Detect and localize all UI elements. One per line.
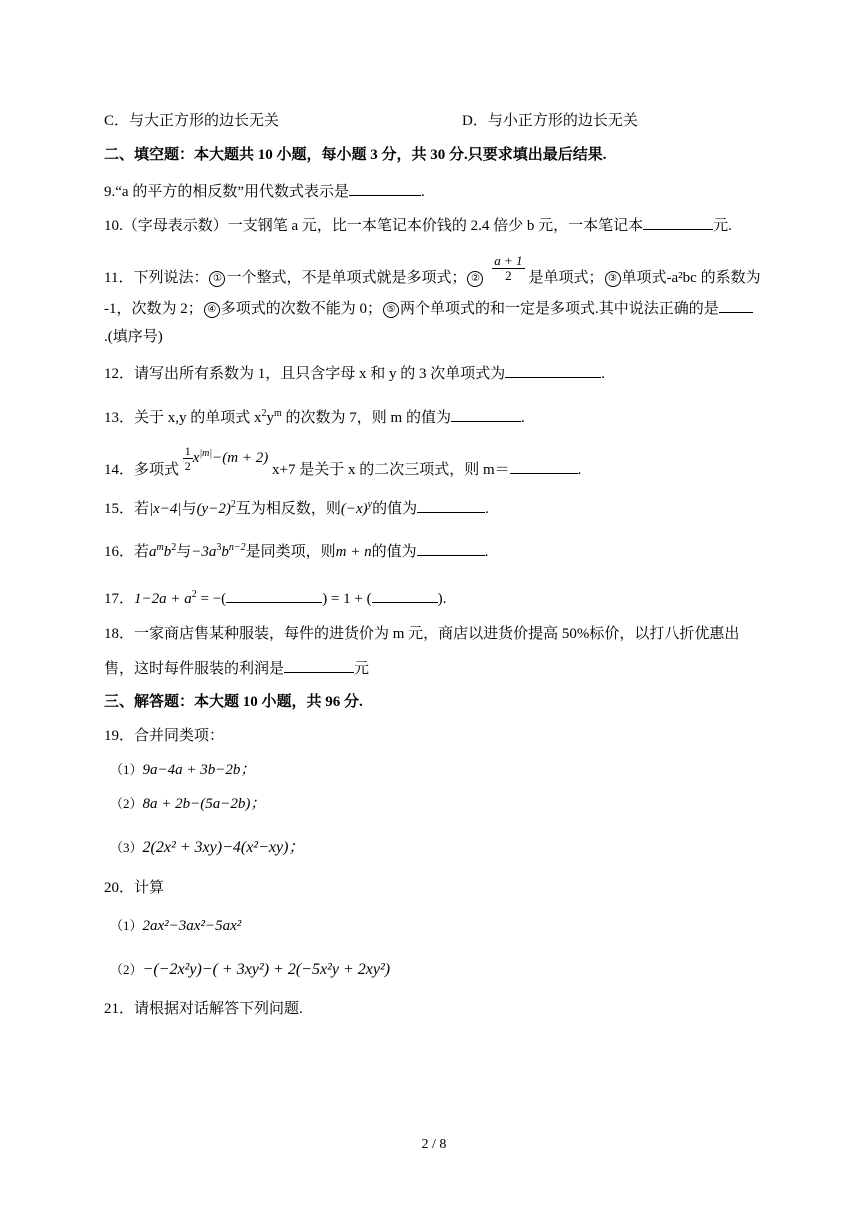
q14-post: x+7 是关于 x 的二次三项式，则 m＝ [272,461,510,478]
q17-exp: 2 [191,589,197,600]
q19-p2-label: （2） [110,796,143,811]
question-20-part1 [110,916,241,936]
question-18-line2 [104,657,369,679]
question-18-line1: 18．一家商店售某种服装，每件的进货价为 m 元，商店以进货价提高 50%标价，以打八折优惠出 [104,626,740,642]
q11-blank[interactable] [719,297,753,313]
q15-pre: 15．若 [104,501,150,517]
q16-t1e: m [156,542,164,553]
question-16 [104,540,488,564]
question-11-line1 [104,253,761,293]
question-20-part2 [110,960,390,980]
q14-expr2: −(m + 2) [212,449,269,466]
q13-exp2: m [274,408,282,419]
question-19-part3 [110,838,304,858]
q10-end: 元. [713,218,732,234]
page-number: 2 / 8 [421,1137,447,1152]
q11-s1: 一个整式，不是单项式就是多项式； [226,269,467,286]
q14-frac-num: 1 [184,444,191,458]
option-d: D．与小正方形的边长无关 [462,113,638,129]
q15-blank[interactable] [417,497,485,513]
q16-t1b: b [163,544,172,560]
question-21: 21．请根据对话解答下列问题. [104,1001,303,1017]
question-15 [104,497,489,521]
q18-end: 元 [354,661,370,677]
q17-blank-1[interactable] [226,587,322,603]
q15-end: . [485,501,489,517]
q19-p2: 8a + 2b−(5a−2b)； [142,796,266,812]
q15-mid2: 互为相反数，则 [235,501,341,517]
q13-end: . [520,410,525,426]
q11-intro: 11．下列说法： [104,269,209,286]
circled-3: ③ [605,271,621,287]
q18-line2: 售，这时每件服装的利润是 [104,661,285,677]
q9-blank[interactable] [349,180,421,196]
q16-post2: 的值为 [371,544,417,560]
q15-pow-exp: y [367,499,373,510]
q20-p1: 2ax²−3ax²−5ax² [142,918,242,934]
q11-line2-a: -1，次数为 2； [104,301,203,317]
question-17 [104,587,446,611]
q13-blank[interactable] [451,406,521,422]
q19-p1: 9a−4a + 3b−2b； [142,762,256,778]
q17-pre: 17． [104,591,135,607]
q15-pow: (−x) [340,501,368,517]
q14-pre: 14．多项式 [104,461,180,478]
q11-s3: 单项式-a²bc 的系数为 [621,269,761,286]
question-11-line3: .(填序号) [104,329,163,345]
question-19-part1 [110,760,255,780]
q19-p3: 2(2x² + 3xy)−4(x²−xy)； [142,839,305,856]
q12-blank[interactable] [505,362,601,378]
q9-end: . [420,184,425,200]
question-14 [104,444,582,485]
q13-post: 的次数为 7，则 m 的值为 [281,410,451,426]
q13-exp1: 2 [261,408,267,419]
q20-p2: −(−2x²y)−( + 3xy²) + 2(−5x²y + 2xy²) [142,961,391,978]
section3-heading: 三、解答题：本大题 10 小题，共 96 分. [104,694,363,710]
q15-sq: (y−2) [196,501,231,517]
q17-end: ). [437,591,447,607]
q11-s5: 两个单项式的和一定是多项式.其中说法正确的是 [400,301,719,317]
q16-t1: a [149,544,157,560]
q20-p2-label: （2） [110,962,143,977]
question-19-part2 [110,794,265,814]
question-19-title: 19．合并同类项： [104,728,225,744]
circled-4: ④ [204,302,220,318]
question-11-line2 [104,297,753,319]
q15-sq-exp: 2 [230,499,236,510]
question-10 [104,214,732,236]
q18-blank[interactable] [284,657,354,673]
q19-p1-label: （1） [110,762,143,777]
q14-blank[interactable] [510,458,578,474]
q17-blank-2[interactable] [372,587,438,603]
q17-mid: ) = 1 + ( [322,591,372,607]
section2-heading: 二、填空题：本大题共 10 小题，每小题 3 分，共 30 分.只要求填出最后结果. [104,147,607,163]
q17-eq: = −( [196,591,227,607]
circled-5: ⑤ [383,302,399,318]
q11-fraction [492,254,524,283]
option-c: C．与大正方形的边长无关 [104,113,280,129]
q13-pre: 13．关于 x,y 的单项式 x [104,410,262,426]
q16-t2b: b [221,544,229,560]
q16-t2e: 3 [216,542,222,553]
q11-frac-den: 2 [505,268,512,283]
q15-abs: |x−4| [149,501,182,517]
q14-end: . [577,461,582,478]
q11-frac-num: a + 1 [494,253,523,268]
circled-1: ① [209,271,225,287]
q15-post: 的值为 [372,501,418,517]
question-12 [104,362,605,384]
q14-expression [183,444,272,473]
q16-blank[interactable] [417,540,485,556]
q12-end: . [601,366,606,382]
q11-s2: 是单项式； [528,269,604,286]
q16-t2: −3a [191,544,217,560]
q14-exp: |m| [199,447,213,459]
q20-p1-label: （1） [110,918,143,933]
q16-expr: m + n [335,544,372,560]
q14-frac-den: 2 [184,459,191,473]
question-20-title: 20．计算 [104,880,165,896]
q19-p3-label: （3） [110,840,143,855]
q10-blank[interactable] [643,214,713,230]
q17-expr: 1−2a + a [134,591,192,607]
circled-2: ② [467,271,483,287]
q16-t1be: 2 [171,542,177,553]
q12-text: 12．请写出所有系数为 1，且只含字母 x 和 y 的 3 次单项式为 [104,366,506,382]
q16-post: 是同类项，则 [245,544,336,560]
q16-t2be: n−2 [228,542,246,553]
q16-mid: 与 [176,544,192,560]
q16-end: . [484,544,489,560]
q14-expr: x [192,449,200,466]
q13-mid: y [266,410,275,426]
q16-pre: 16．若 [104,544,150,560]
q15-mid: 与 [181,501,197,517]
q11-s4: 多项式的次数不能为 0； [220,301,383,317]
question-9 [104,180,425,202]
q9-text: 9.“a 的平方的相反数”用代数式表示是 [104,184,349,200]
q10-text: 10.（字母表示数）一支钢笔 a 元，比一本笔记本价钱的 2.4 倍少 b 元，一本笔记本 [104,218,644,234]
question-13 [104,406,525,430]
